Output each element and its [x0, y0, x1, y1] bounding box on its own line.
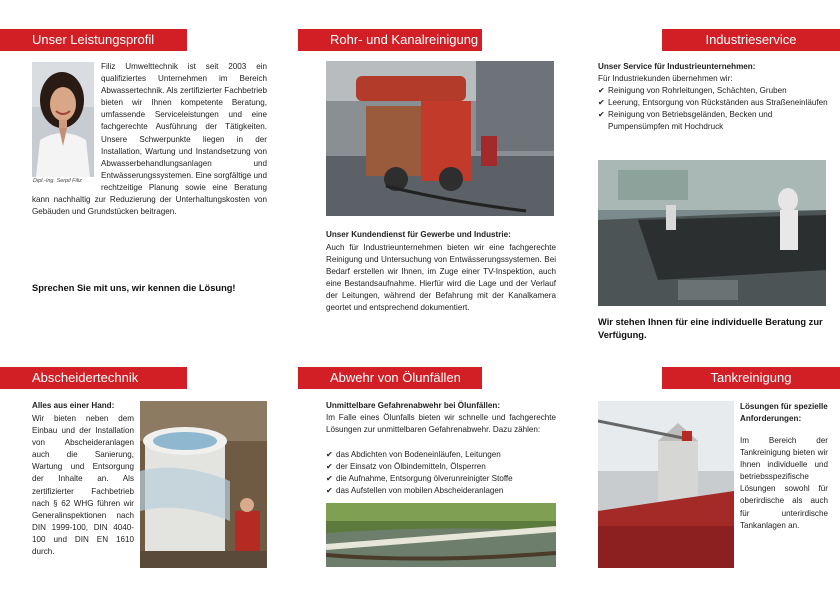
heading-tank: Tankreinigung — [710, 370, 792, 385]
list-item: ✔ das Aufstellen von mobilen Abscheideranlagen — [326, 485, 556, 497]
sewer-truck-photo — [326, 61, 554, 216]
banner-abscheider — [0, 367, 187, 389]
heading-industrie: Industrieservice — [705, 32, 797, 47]
oelunfall-list — [326, 449, 556, 497]
list-item: ✔ Reinigung von Rohrleitungen, Schächten, Gruben — [598, 85, 834, 97]
rohr-paragraph: Auch für Industrieunternehmen bieten wir eine fachgerechte Reinigung und Untersuchung von Entwässerungssystemen. Bei Bedarf erstellen wir Ihnen, im Zuge einer TV-Inspektion, auch eine Bestandsaufnahme. Hierfür wird die Lage und der Verlauf der Leitungen, während der Befahrung mit der Kanalkamera geortet und entsprechend dokumentiert. — [326, 243, 556, 313]
banner-leistungsprofil — [0, 29, 187, 51]
industrie-cta: Wir stehen Ihnen für eine individuelle Beratung zur Verfügung. — [598, 317, 823, 340]
abscheider-paragraph: Wir bieten neben dem Einbau und der Installation von Abscheideranlagen auch die Sanierung, Wartung und Entsorgung der Inhalte an. Als zertifizierter Fachbetrieb nach § 62 WHG führen wir Generalinspektionen nach DIN 1999-100, DIN 4040-100 und DIN EN 1610 durch. — [32, 414, 134, 557]
industrie-intro: Für Industriekunden übernehmen wir: — [598, 74, 733, 83]
list-item: ✔ Leerung, Entsorgung von Rückständen aus Straßeneinläufen — [598, 97, 834, 109]
portrait-caption: Dipl.-Ing. Serpil Filiz — [33, 178, 82, 184]
heading-oelunfall: Abwehr von Ölunfällen — [330, 370, 461, 385]
oelunfall-subtitle: Unmittelbare Gefahrenabwehr bei Ölunfällen: — [326, 401, 501, 410]
tank-paragraph: Im Bereich der Tankreinigung bieten wir Ihnen individuelle und betriebsspezifische Lösungen sowohl für oberirdische als auch für unterirdische Tankanlagen an. — [740, 436, 828, 530]
oil-barrier-photo — [326, 503, 556, 567]
heading-leistungsprofil: Unser Leistungsprofil — [32, 32, 155, 47]
list-item: ✔ die Aufnahme, Entsorgung ölverunreinigter Stoffe — [326, 473, 556, 485]
leistungsprofil-paragraph: Filiz Umwelttechnik ist seit 2003 ein qualifiziertes Unternehmen im Bereich Abwassertechnik. Als zertifizierter Fachbetrieb bieten wir Ihnen kompetente Beratung, umfassende Serviceleistungen und eine fachgerechte Ausführung der Tätigkeiten. Unsere Schwerpunkte liegen in der Installation, Wartung und Instandsetzung von Abwasserbehandlungsanlagen und Entwässerungssystemen. Eine sorgfältige und rechtzeitige Planung sowie eine Beratung kann nachhaltig zur Reduzierung der Unterhaltungskosten von Gebäuden und Grundstücken beitragen. — [32, 62, 268, 217]
banner-rohr — [298, 29, 482, 51]
list-item: ✔ der Einsatz von Ölbindemitteln, Ölsperren — [326, 461, 556, 473]
industrie-list — [598, 85, 834, 133]
leistungsprofil-cta: Sprechen Sie mit uns, wir kennen die Lösung! — [32, 283, 236, 293]
list-item: ✔ das Abdichten von Bodeneinläufen, Leitungen — [326, 449, 556, 461]
separator-installation-photo — [140, 401, 267, 568]
oelunfall-paragraph: Im Falle eines Ölunfalls bieten wir schnelle und fachgerechte Lösungen zur unmittelbaren Gefahrenabwehr. Dazu zählen: — [326, 413, 556, 435]
industrial-cleaning-photo — [598, 160, 826, 306]
heading-abscheider: Abscheidertechnik — [32, 370, 139, 385]
industrie-subtitle: Unser Service für Industrieunternehmen: — [598, 62, 756, 71]
tank-cleaning-photo — [598, 401, 734, 568]
list-item: ✔ Reinigung von Betriebsgeländen, Becken und Pumpensümpfen mit Hochdruck — [598, 109, 834, 133]
banner-industrie — [662, 29, 840, 51]
heading-rohr: Rohr- und Kanalreinigung — [330, 32, 479, 47]
tank-subtitle: Lösungen für spezielle Anforderungen: — [740, 402, 828, 424]
banner-tank — [662, 367, 840, 389]
rohr-subtitle: Unser Kundendienst für Gewerbe und Industrie: — [326, 230, 511, 239]
banner-oelunfall — [298, 367, 482, 389]
leistungsprofil-text-block — [32, 61, 267, 261]
abscheider-subtitle: Alles aus einer Hand: — [32, 401, 115, 410]
